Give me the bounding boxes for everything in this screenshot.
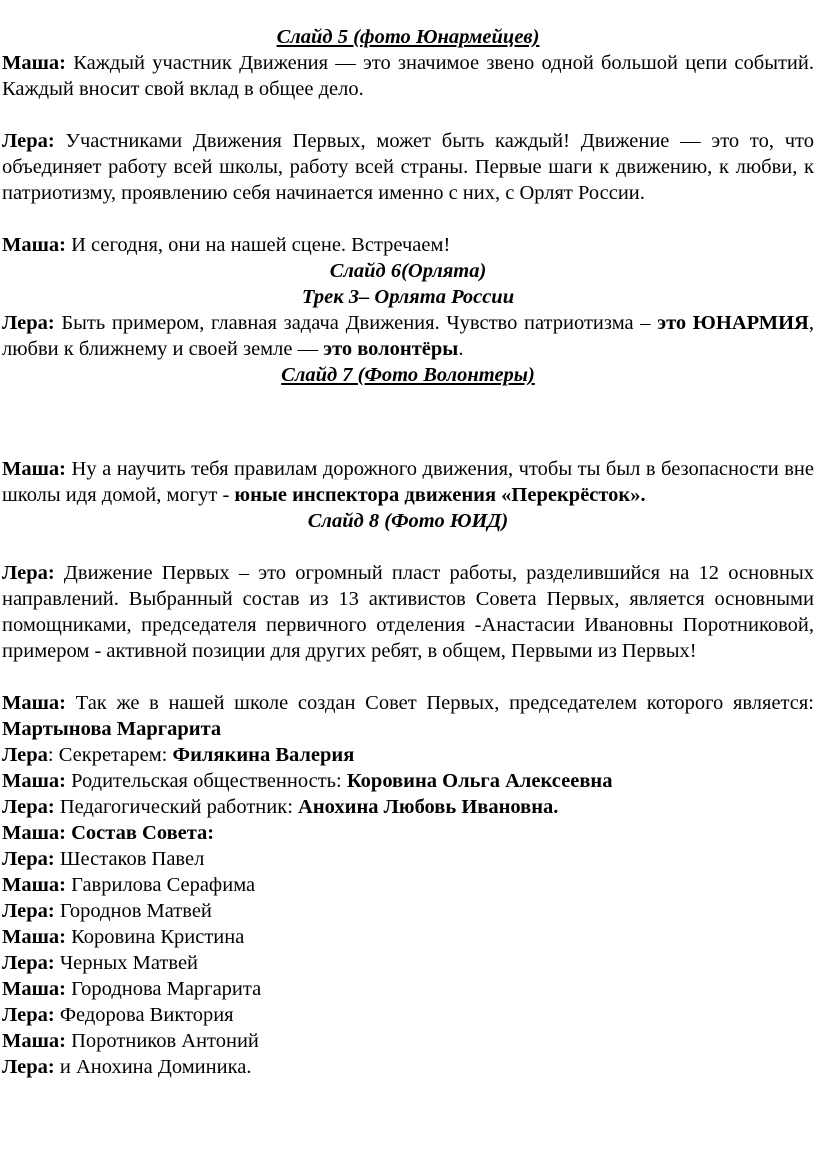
- speaker-label: Маша:: [2, 1030, 66, 1052]
- speaker-label: Маша:: [2, 52, 66, 74]
- speaker-label: Маша:: [2, 692, 66, 714]
- speaker-label: Маша:: [2, 234, 66, 256]
- list-text: Федорова Виктория: [54, 1004, 234, 1026]
- bold-text: это волонтёры: [323, 338, 459, 360]
- speaker-label: Маша:: [2, 458, 66, 480]
- speaker-label: Маша:: [2, 978, 66, 1000]
- slide-6-heading: Слайд 6(Орлята): [329, 260, 487, 282]
- speaker-label: Лера:: [2, 900, 55, 922]
- list-item: [2, 1002, 814, 1028]
- list-item: [2, 846, 814, 872]
- paragraph-masha-3: [2, 456, 814, 508]
- speaker-label: Маша:: [2, 874, 66, 896]
- speaker-label: Маша:: [2, 822, 66, 844]
- speaker-label: Лера:: [2, 312, 55, 334]
- speaker-label: Лера:: [2, 796, 55, 818]
- bold-text: Состав Совета:: [65, 822, 215, 844]
- paragraph-text: , любви к ближнему и своей земле —: [2, 312, 814, 360]
- speaker-label: Лера:: [2, 130, 55, 152]
- paragraph-lera-1: [2, 128, 814, 206]
- paragraph-lera-2: [2, 310, 814, 362]
- slide-7-heading: Слайд 7 (Фото Волонтеры): [281, 364, 535, 386]
- list-text: Черных Матвей: [54, 952, 199, 974]
- paragraph-text: Каждый участник Движения — это значимое звено одной большой цепи событий. Каждый вносит свой вклад в общее дело.: [2, 52, 814, 100]
- list-item: [2, 820, 814, 846]
- bold-text: Анохина Любовь Ивановна.: [298, 796, 559, 818]
- paragraph-masha-2: [2, 232, 814, 258]
- speaker-label: Лера:: [2, 848, 55, 870]
- paragraph-text: Движение Первых – это огромный пласт работы, разделившийся на 12 основных направлений. Выбранный состав из 13 активистов Совета Первых, является основными помощниками, председателя первичного отделения -Анастасии Ивановны Поротниковой, примером - активной позиции для других ребят, в общем, Первыми из Первых!: [2, 562, 814, 662]
- speaker-label: Лера:: [2, 1004, 55, 1026]
- paragraph-text: Быть примером, главная задача Движения. Чувство патриотизма –: [54, 312, 658, 334]
- speaker-label: Маша:: [2, 770, 66, 792]
- list-text: Коровина Кристина: [65, 926, 245, 948]
- list-text: и Анохина Доминика.: [54, 1056, 252, 1078]
- track-3-heading: Трек 3– Орлята России: [301, 286, 515, 308]
- paragraph-text: И сегодня, они на нашей сцене. Встречаем!: [65, 234, 451, 256]
- list-text: Гаврилова Серафима: [65, 874, 256, 896]
- slide-8-heading: Слайд 8 (Фото ЮИД): [307, 510, 509, 532]
- speaker-label: Лера:: [2, 952, 55, 974]
- bold-text: это ЮНАРМИЯ: [657, 312, 809, 334]
- bold-text: Мартынова Маргарита: [2, 718, 222, 740]
- list-item: [2, 768, 814, 794]
- list-text: Родительская общественность:: [65, 770, 347, 792]
- list-item: [2, 976, 814, 1002]
- list-text: Городнова Маргарита: [65, 978, 262, 1000]
- paragraph-text: Ну а научить тебя правилам дорожного движения, чтобы ты был в безопасности вне школы идя домой, могут -: [2, 458, 814, 506]
- paragraph-masha-4: [2, 690, 814, 742]
- list-text: : Секретарем:: [47, 744, 173, 766]
- bold-text: Коровина Ольга Алексеевна: [346, 770, 613, 792]
- speaker-label: Лера: [2, 744, 48, 766]
- speaker-label: Маша:: [2, 926, 66, 948]
- paragraph-text: .: [458, 338, 464, 360]
- speaker-label: Лера:: [2, 562, 55, 584]
- bold-text: юные инспектора движения «Перекрёсток».: [234, 484, 646, 506]
- list-item: [2, 794, 814, 820]
- list-item: [2, 1028, 814, 1054]
- speaker-label: Лера:: [2, 1056, 55, 1078]
- paragraph-masha-1: [2, 50, 814, 102]
- paragraph-text: Участниками Движения Первых, может быть каждый! Движение — это то, что объединяет работу всей школы, работу всей страны. Первые шаги к движению, к любви, к патриотизму, проявлению себя начинается именно с них, с Орлят России.: [2, 130, 814, 204]
- bold-text: Филякина Валерия: [172, 744, 355, 766]
- list-item: [2, 898, 814, 924]
- paragraph-lera-3: [2, 560, 814, 664]
- list-item: [2, 872, 814, 898]
- list-text: Городнов Матвей: [54, 900, 212, 922]
- council-list: [2, 742, 814, 1080]
- list-text: Шестаков Павел: [54, 848, 205, 870]
- paragraph-text: Так же в нашей школе создан Совет Первых, председателем которого является:: [65, 692, 814, 714]
- slide-5-heading: Слайд 5 (фото Юнармейцев): [276, 26, 540, 48]
- list-text: Поротников Антоний: [65, 1030, 259, 1052]
- list-item: [2, 950, 814, 976]
- list-text: Педагогический работник:: [54, 796, 299, 818]
- list-item: [2, 1054, 814, 1080]
- list-item: [2, 742, 814, 768]
- list-item: [2, 924, 814, 950]
